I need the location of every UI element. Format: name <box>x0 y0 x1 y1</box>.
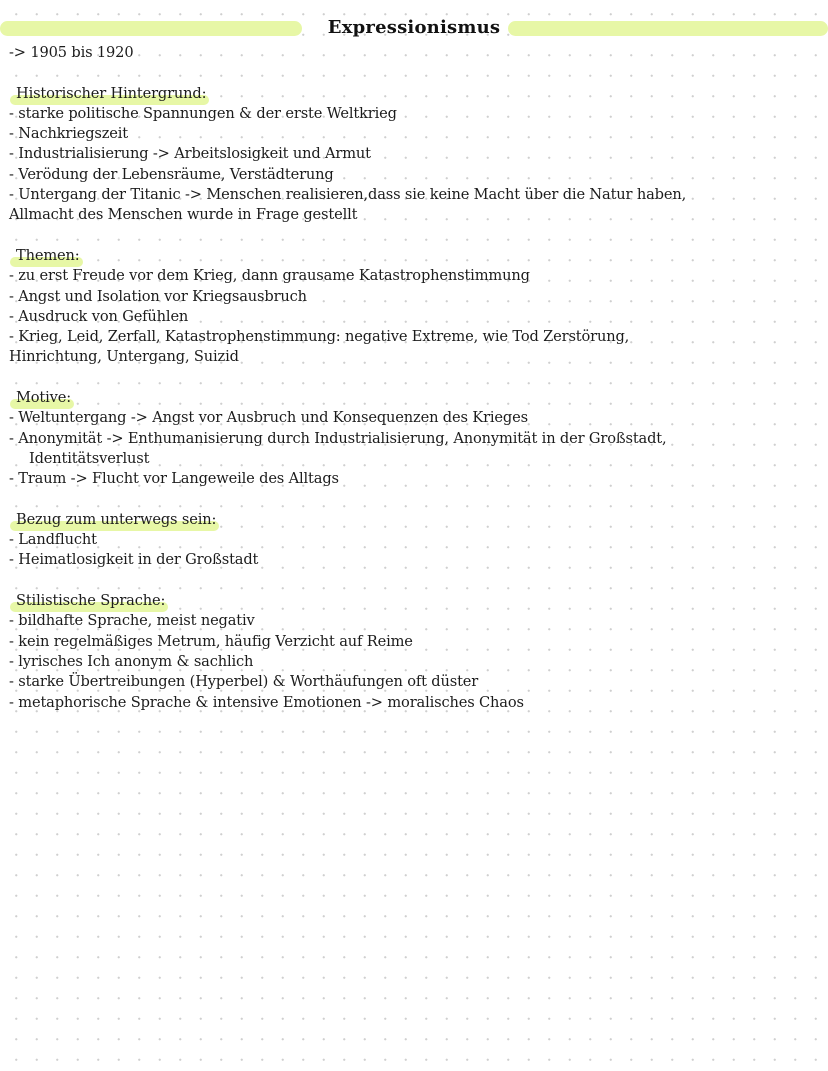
list-item: - Nachkriegszeit <box>9 125 129 143</box>
list-item: - Traum -> Flucht vor Langeweile des Alltags <box>9 470 339 488</box>
notes-body <box>9 43 819 713</box>
list-item: - zu erst Freude vor dem Krieg, dann grausame Katastrophenstimmung <box>9 267 530 285</box>
list-item: - Angst und Isolation vor Kriegsausbruch <box>9 287 307 305</box>
list-item: - Krieg, Leid, Zerfall, Katastrophenstimmung: negative Extreme, wie Tod Zerstörung, <box>9 328 630 346</box>
section-themen <box>9 246 819 368</box>
list-item: - Landflucht <box>9 531 97 549</box>
section-heading: Motive: <box>10 388 74 408</box>
list-item: - Weltuntergang -> Angst vor Ausbruch und Konsequenzen des Krieges <box>9 409 528 427</box>
section-heading: Themen: <box>10 246 83 266</box>
list-item: - Verödung der Lebensräume, Verstädterung <box>9 165 334 183</box>
list-item: - kein regelmäßiges Metrum, häufig Verzicht auf Reime <box>9 632 413 650</box>
section-stilistische-sprache <box>9 591 819 713</box>
list-item-continuation: Allmacht des Menschen wurde in Frage gestellt <box>9 206 358 224</box>
list-item: - bildhafte Sprache, meist negativ <box>9 612 255 630</box>
section-bezug-unterwegs <box>9 510 819 571</box>
list-item-continuation: Hinrichtung, Untergang, Suizid <box>9 348 239 366</box>
list-item: - starke politische Spannungen & der erste Weltkrieg <box>9 104 397 122</box>
date-range: -> 1905 bis 1920 <box>9 44 134 61</box>
list-item: - Industrialisierung -> Arbeitslosigkeit und Armut <box>9 145 371 163</box>
section-heading: Historischer Hintergrund: <box>10 84 209 104</box>
list-item: - metaphorische Sprache & intensive Emotionen -> moralisches Chaos <box>9 693 524 711</box>
list-item: - Heimatlosigkeit in der Großstadt <box>9 551 259 569</box>
section-heading: Stilistische Sprache: <box>10 591 168 611</box>
list-item: - Untergang der Titanic -> Menschen realisieren,dass sie keine Macht über die Natur haben, <box>9 186 687 204</box>
section-historischer-hintergrund <box>9 84 819 226</box>
list-item-continuation: Identitätsverlust <box>29 449 150 467</box>
list-item: - Anonymität -> Enthumanisierung durch Industrialisierung, Anonymität in der Großstadt, <box>9 429 667 447</box>
page-title: Expressionismus <box>327 17 501 38</box>
section-heading: Bezug zum unterwegs sein: <box>10 510 219 530</box>
list-item: - lyrisches Ich anonym & sachlich <box>9 652 254 670</box>
list-item: - starke Übertreibungen (Hyperbel) & Worthäufungen oft düster <box>9 673 479 691</box>
list-item: - Ausdruck von Gefühlen <box>9 307 189 325</box>
section-motive <box>9 388 819 489</box>
